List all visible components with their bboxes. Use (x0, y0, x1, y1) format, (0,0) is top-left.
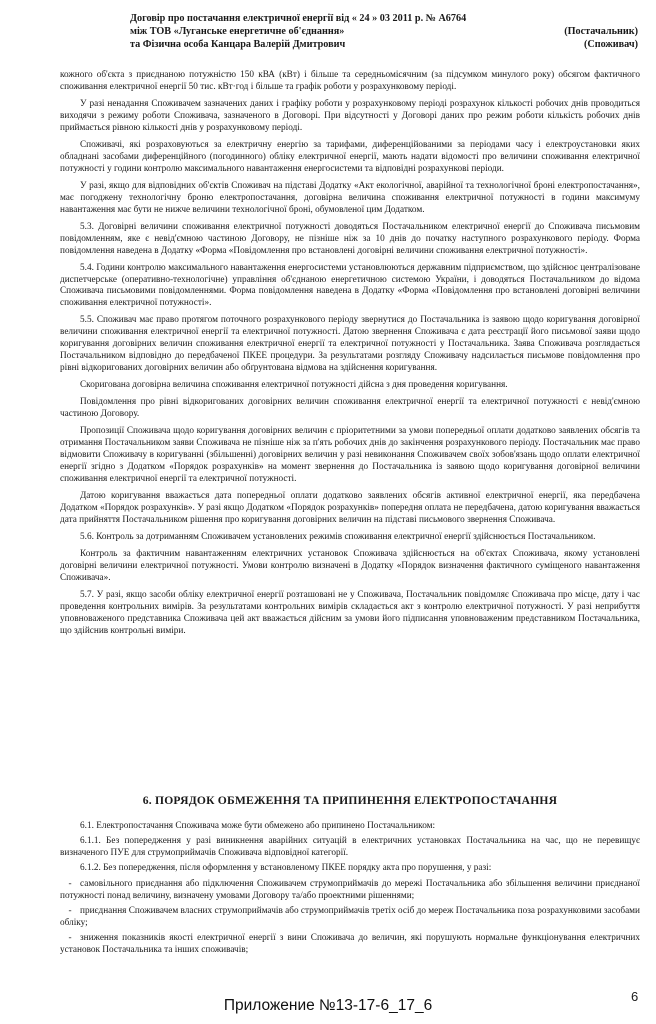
paragraph: Споживачі, які розраховуються за електричну енергію за тарифами, диференційованими за періодами часу і електроустановки яких обладнані засобами диференційного (погодинного) обліку електричної енергії, мають надати відомості про величини споживання електричної потужності у години контролю максимального навантаження енергосистеми та відповідні розрахункові періоди. (60, 139, 640, 174)
paragraph: Скоригована договірна величина споживання електричної потужності дійсна з дня проведення коригування. (80, 380, 508, 391)
contract-header-line-3 (130, 38, 650, 51)
consumer-role: (Споживач) (583, 39, 638, 50)
dash-bullet: - (68, 933, 72, 944)
clause-5-6: 5.6. Контроль за дотриманням Споживачем установлених режимів споживання електричної енергії здійснюється Постачальником. (80, 531, 596, 542)
contract-header-line-1 (130, 12, 650, 25)
clause-6-1-1: 6.1.1. Без попередження у разі виникнення аварійних ситуацій в електричних установках Постачальника на час, що не перевищує визначеного ПУЕ для струмоприймачів Споживача відповідної категорії. (60, 836, 640, 859)
clause-6-1: 6.1. Електропостачання Споживача може бути обмежено або припинено Постачальником: (80, 820, 436, 831)
dash-bullet: - (68, 878, 72, 889)
paragraph: У разі ненадання Споживачем зазначених даних і графіку роботи у розрахунковому періоді розрахунок кількості робочих днів проводиться виходячи з режиму роботи Споживача, зазначеного в Договорі. При відсутності у Договорі даних про режим роботи кількість робочих днів приймається рівною кількості днів у розрахунковому періоді. (60, 99, 640, 133)
list-item-text: приєднання Споживачем власних струмоприймачів або струмоприймачів третіх осіб до мереж Постачальника поза розрахунковими засобами обліку; (60, 905, 640, 928)
paragraph: У разі, якщо для відповідних об'єктів Споживач на підставі Додатку «Акт екологічної, аварійної та технологічної броні електропостачання», має погоджену технологічну броню електропостачання, договірна величина споживання електричної потужності в години максимуму навантаження має бути не нижче величини технологічної броні, обумовленої цим Додатком. (60, 180, 640, 215)
contract-title: Договір про постачання електричної енергії від « 24 » 03 2011 р. № А6764 (130, 13, 467, 24)
list-item (60, 906, 640, 930)
paragraph: Контроль за фактичним навантаженням електричних установок Споживача здійснюється на об'єктах Споживача, якому установлені договірні величини електричної потужності. Умови контролю визначені в Додатку «Порядок визначення фактичного суміщеного навантаження Споживача». (60, 548, 640, 583)
paragraph: Пропозиції Споживача щодо коригування договірних величин є пріоритетними за умови попередньої оплати додатково заявлених обсягів та отримання Постачальником заяви Споживача не пізніше ніж за п'ять робочих днів до закінчення розрахункового періоду. Постачальник має право відмовити Споживачу в коригуванні (збільшенні) договірних величин у разі невиконання Споживачем своїх зобов'язань щодо оплати електричної енергії згідно з Додатком «Порядок розрахунків» на момент звернення до Постачальника із заявою щодо коригування договірної величини споживання електричної енергії та електричної потужності. (60, 426, 640, 484)
supplier-role: (Постачальник) (564, 26, 638, 37)
clause-5-3: 5.3. Договірні величини споживання електричної потужності доводяться Постачальником електричної енергії до Споживача письмовим повідомленням, яке є невід'ємною частиною Договору, не пізніше ніж за 10 днів до початку наступного розрахункового періоду. Форма повідомлення наведена в Додатку «Форма «Повідомлення про встановлені договірні величини споживання електричної потужності». (60, 221, 640, 256)
section-title: 6. ПОРЯДОК ОБМЕЖЕННЯ ТА ПРИПИНЕННЯ ЕЛЕКТРОПОСТАЧАННЯ (142, 794, 558, 807)
contract-header-line-2 (130, 25, 650, 38)
list-item-text: самовільного приєднання або підключення Споживачем струмоприймачів до мережі Постачальника або збільшення величини приєднаної потужності понад величину, визначену умовами Договору та/або проектними рішеннями; (60, 878, 640, 901)
consumer-name: та Фізична особа Канцара Валерій Дмитрович (130, 39, 346, 50)
clause-5-4: 5.4. Години контролю максимального навантаження енергосистеми установлюються державним підприємством, що здійснює централізоване диспетчерське (оперативно-технологічне) управління об'єднаною енергетичною системою України, і доводяться Постачальником до відома Споживача письмовими повідомленнями. Форма повідомлення наведена в Додатку «Форма «Повідомлення про встановлені договірні величини споживання електричної потужності». (60, 262, 640, 309)
contract-body (60, 70, 640, 643)
page-number: 6 (631, 989, 639, 1004)
paragraph: кожного об'єкта з приєднаною потужністю 150 кВА (кВт) і більше та середньомісячним (за підсумком минулого року) обсягом фактичного споживання електричної енергії 50 тис. кВт·год і більше та графік роботи у розрахунковому періоді. (60, 70, 640, 92)
contract-header (130, 12, 650, 51)
supplier-name: між ТОВ «Луганське енергетичне об'єднання» (130, 26, 345, 37)
clause-5-7: 5.7. У разі, якщо засоби обліку електричної енергії розташовані не у Споживача, Постачальник повідомляє Споживача про місце, дату і час проведення контрольних вимірів. За результатами контрольних вимірів складається акт з контролю електричної потужності. У разі неприбуття уповноваженого представника Споживача цей акт вважається дійсним за умови його підписання уповноваженим представником Постачальника, що здійснив контрольні виміри. (60, 589, 640, 636)
clause-5-5: 5.5. Споживач має право протягом поточного розрахункового періоду звернутися до Постачальника із заявою щодо коригування договірної величини споживання електричної енергії та електричної потужності. Датою звернення Споживача є дата реєстрації його письмової заяви щодо коригування договірних величин споживання електричної енергії та електричної потужності у Постачальника. Заява Споживача розглядається Постачальником відповідно до передбаченої ПКЕЕ процедури. За результатами розгляду Споживачу надсилається письмове повідомлення про рівні відкоригованих договірних величин або обґрунтована відмова на здійснення коригування. (60, 315, 640, 374)
list-item (60, 933, 640, 957)
paragraph: Повідомлення про рівні відкоригованих договірних величин споживання електричної енергії та електричної потужності є невід'ємною частиною Договору. (60, 397, 640, 420)
dash-bullet: - (68, 905, 72, 916)
list-item-text: зниження показників якості електричної енергії з вини Споживача до величин, які порушують нормальне функціонування електричних установок Постачальника та інших споживачів; (60, 933, 640, 956)
section-6 (60, 795, 640, 960)
list-item (60, 879, 640, 903)
paragraph: Датою коригування вважається дата попередньої оплати додатково заявлених обсягів активної електричної енергії, яка передбачена Додатком «Порядок розрахунків». У разі якщо Додатком «Порядок розрахунків» попередня оплата не передбачена, датою коригування вважається дата прийняття Постачальником рішення про коригування договірних величин на підставі письмового звернення Споживача. (60, 490, 640, 525)
attachment-caption: Приложение №13-17-6_17_6 (223, 997, 433, 1014)
clause-6-1-2: 6.1.2. Без попередження, після оформлення у встановленому ПКЕЕ порядку акта про порушення, у разі: (80, 863, 492, 874)
